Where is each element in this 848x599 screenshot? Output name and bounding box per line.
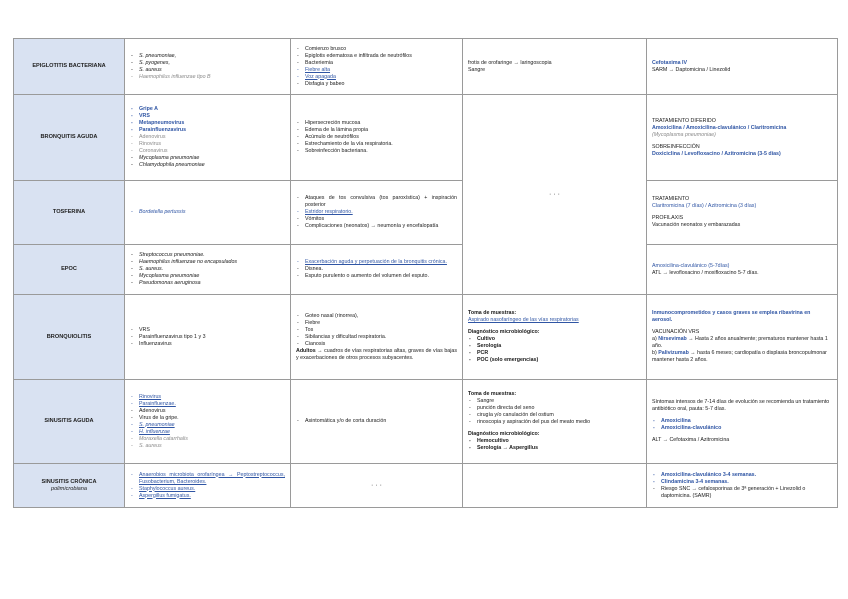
clinic-cell xyxy=(291,295,463,380)
treatment-heading: TRATAMIENTO xyxy=(652,196,690,202)
list-item: - Pseudomonas aeruginosa xyxy=(130,280,285,287)
diagnosis-heading: Toma de muestras: xyxy=(468,391,517,397)
list-item: - Coronavirus xyxy=(130,148,285,155)
list-item: - rinoscopia y aspiración del pus del meato medio xyxy=(468,419,641,426)
agents-cell xyxy=(125,39,291,95)
clinic-cell xyxy=(291,380,463,464)
table-row xyxy=(14,295,838,380)
list-item: - Comienzo brusco xyxy=(296,46,457,53)
clinic-cell-ellipsis: · · · xyxy=(291,464,463,508)
list-item: - Amoxicilina-clavulánico 3-4 semanas. xyxy=(652,472,832,479)
list-item: - S. aureus xyxy=(130,443,285,450)
disease-name: EPIGLOTITIS BACTERIANA xyxy=(14,39,125,95)
list-item: - Hipersecreción mucosa xyxy=(296,120,457,127)
list-item: - Riesgo SNC → cefalosporinas de 3ª generación + Linezolid o daptomicina. (SAMR) xyxy=(652,486,832,500)
agents-cell xyxy=(125,245,291,295)
list-item: - Sibilancias y dificultad respiratoria. xyxy=(296,334,457,341)
clinic-cell xyxy=(291,181,463,245)
link-rinovirus[interactable]: - Rinovirus xyxy=(130,394,285,401)
list-item: - Asintomática y/o de corta duración xyxy=(296,418,457,425)
treatment-line: SARM → Daptomicina / Linezolid xyxy=(652,66,731,73)
clinic-note: → cuadros de vías respiratorias altas, graves de vías bajas y exacerbaciones de otros procesos subyacentes. xyxy=(296,347,457,361)
treatment-cell xyxy=(647,181,838,245)
list-item: - Virus de la gripe. xyxy=(130,415,285,422)
link-s-pneumoniae[interactable]: - S. pneumoniae xyxy=(130,422,285,429)
disease-name: BRONQUIOLITIS xyxy=(14,295,125,380)
treatment-heading: PROFILAXIS xyxy=(652,215,684,221)
list-item: - Streptococcus pneumoniae. xyxy=(130,252,285,259)
treatment-cell xyxy=(647,380,838,464)
diagnosis-line: frotis de orofaringe → laringoscopia xyxy=(468,59,552,66)
list-item: - Serología xyxy=(468,343,641,350)
clinic-cell xyxy=(291,245,463,295)
treatment-line: → Hasta 2 años anualmente; prematuros mantener hasta 1 año. xyxy=(652,336,828,349)
list-item: - Sobreinfección bacteriana. xyxy=(296,148,457,155)
diagnosis-cell xyxy=(463,380,647,464)
list-item: - punción directa del seno xyxy=(468,405,641,412)
list-item: - Edema de la lámina propia xyxy=(296,127,457,134)
list-item: - Adenovirus xyxy=(130,134,285,141)
list-item: - Gripe A xyxy=(130,106,285,113)
list-item: - Tos xyxy=(296,327,457,334)
link-staphylococcus[interactable]: - Staphylococcus aureus. xyxy=(130,486,285,493)
list-item: - Chlamydophila pneumoniae xyxy=(130,162,285,169)
list-item: - Rinovirus xyxy=(130,141,285,148)
list-item: - Influenzavirus xyxy=(130,341,285,348)
list-item: - Disnea. xyxy=(296,266,457,273)
diagnosis-cell xyxy=(463,295,647,380)
list-item: - Serología → Aspergillus xyxy=(468,445,641,452)
treatment-note: (Mycoplasma pneumoniae) xyxy=(652,131,716,138)
treatment-line: Doxiciclina / Levofloxacino / Azitromicina (3-5 días) xyxy=(652,150,781,157)
list-item: - Adenovirus xyxy=(130,408,285,415)
link-aspirado[interactable]: Aspirado nasofaríngeo de las vías respiratorias xyxy=(468,317,579,323)
drug-palivizumab: Palivizumab xyxy=(658,350,689,356)
agents-cell xyxy=(125,380,291,464)
treatment-cell xyxy=(647,245,838,295)
list-item: - Disfagia y babeo xyxy=(296,81,457,88)
treatment-line: Amoxicilina-clavulánico (5-7días) xyxy=(652,262,730,269)
list-item: - Amoxicilina-clavulánico xyxy=(652,425,832,432)
table-row xyxy=(14,95,838,181)
agents-cell xyxy=(125,181,291,245)
list-item: - Complicaciones (neonatos) → neumonía y encefalopatía xyxy=(296,223,457,230)
list-item: - Haemophilus influenzae tipo B xyxy=(130,74,285,81)
treatment-line: ATL → levofloxacino / moxifloxacino 5-7 días. xyxy=(652,269,759,276)
list-item: - S. aureus xyxy=(130,67,285,74)
treatment-line: Claritromicina (7 días) / Azitromicina (3 días) xyxy=(652,203,757,209)
link-voz-apagada[interactable]: - Voz apagada xyxy=(296,74,457,81)
list-item: - cirugía y/o canulación del ostium xyxy=(468,412,641,419)
list-item: - Vómitos xyxy=(296,216,457,223)
table-row xyxy=(14,464,838,508)
diagnosis-heading: Toma de muestras: xyxy=(468,310,517,316)
link-h-influenzae[interactable]: - H. influenzae xyxy=(130,429,285,436)
treatment-cell xyxy=(647,39,838,95)
agents-cell xyxy=(125,464,291,508)
link-parainfluenzae[interactable]: - Parainfluenzae. xyxy=(130,401,285,408)
list-item: - VRS xyxy=(130,327,285,334)
treatment-line: Cefotaxima IV xyxy=(652,59,688,66)
list-item: - Fiebre xyxy=(296,320,457,327)
treatment-cell: Inmunocomprometidos y casos graves se emplea ribavirina en aerosol. VACUNACIÓN VRS a) Nirsevimab → Hasta 2 años anualmente; prematuros mantener hasta 1 año. b) Palivizumab → hasta 6 meses; cardiopatía o displasia broncopulmonar mantener hasta 2 años. xyxy=(647,295,838,380)
link-estridor[interactable]: - Estridor respiratorio. xyxy=(296,209,457,216)
list-item: - VRS xyxy=(130,113,285,120)
list-item: - Cultivo xyxy=(468,336,641,343)
list-item: - Metapneumovirus xyxy=(130,120,285,127)
disease-name: SINUSITIS AGUDA xyxy=(14,380,125,464)
diagnosis-heading: Diagnóstico microbiológico: xyxy=(468,329,540,335)
diagnosis-cell xyxy=(463,39,647,95)
treatment-cell xyxy=(647,464,838,508)
treatment-intro: Síntomas intensos de 7-14 días de evolución se recomienda un tratamiento antibiótico oral, pauta: 5-7 días. xyxy=(652,399,830,412)
clinic-cell xyxy=(291,95,463,181)
list-item: - Bacteriemia xyxy=(296,60,457,67)
table-row xyxy=(14,39,838,95)
list-item: - Moraxella catarrhalis xyxy=(130,436,285,443)
list-item: - Parainfluenzavirus xyxy=(130,127,285,134)
clinic-note-label: Adultos xyxy=(296,347,316,354)
treatment-heading: SOBREINFECCIÓN xyxy=(652,143,700,150)
diagnosis-cell-empty xyxy=(463,464,647,508)
list-item: - Estrechamiento de la vía respiratoria. xyxy=(296,141,457,148)
list-item: - Haemophilus influenzae no encapsulados xyxy=(130,259,285,266)
link-exacerbacion[interactable]: - Exacerbación aguda y perpetuación de la bronquitis crónica. xyxy=(296,259,457,266)
list-item: - Hemocultivo xyxy=(468,438,641,445)
list-item: - S. aureus. xyxy=(130,266,285,273)
document-page xyxy=(13,38,837,508)
list-item: - Clindamicina 3-4 semanas. xyxy=(652,479,832,486)
table-row xyxy=(14,380,838,464)
disease-name xyxy=(14,464,125,508)
treatment-line: → hasta 6 meses; cardiopatía o displasia broncopulmonar mantener hasta 2 años. xyxy=(652,350,827,363)
list-item: - S. pneumoniae, xyxy=(130,53,285,60)
agents-cell xyxy=(125,95,291,181)
treatment-line: Amoxicilina / Amoxicilina-clavulánico / Claritromicina xyxy=(652,124,787,131)
disease-subtitle: polimicrobiana xyxy=(50,485,88,492)
link-fiebre-alta[interactable]: - Fiebre alta xyxy=(296,67,457,74)
diagnosis-line: Sangre xyxy=(468,66,486,73)
list-item: - Acúmulo de neutrófilos xyxy=(296,134,457,141)
list-item: - PCR xyxy=(468,350,641,357)
diagnosis-cell-ellipsis: · · · xyxy=(463,95,647,295)
drug-nirsevimab: Nirsevimab xyxy=(658,336,687,342)
list-item: - Epiglotis edematosa e infiltrada de neutrófilos xyxy=(296,53,457,60)
list-item: - S. pyogenes, xyxy=(130,60,285,67)
list-item: - POC (solo emergencias) xyxy=(468,357,641,364)
diagnosis-heading: Diagnóstico microbiológico: xyxy=(468,431,540,437)
table-row xyxy=(14,245,838,295)
list-item: - Goteo nasal (rinorrea), xyxy=(296,313,457,320)
treatment-heading: VACUNACIÓN VRS xyxy=(652,329,700,335)
list-item: - Parainfluenzavirus tipo 1 y 3 xyxy=(130,334,285,341)
list-item: - Cianosis xyxy=(296,341,457,348)
disease-name: EPOC xyxy=(14,245,125,295)
link-anaerobios[interactable]: - Anaerobios microbiota orofaríngea → Peptostreptococcus, Fusobacterium, Bacteroides. xyxy=(130,472,285,486)
disease-name: BRONQUITIS AGUDA xyxy=(14,95,125,181)
disease-title: SINUSITIS CRÓNICA xyxy=(41,478,97,485)
clinic-cell xyxy=(291,39,463,95)
agents-cell xyxy=(125,295,291,380)
disease-name: TOSFERINA xyxy=(14,181,125,245)
list-item: - Amoxicilina xyxy=(652,418,832,425)
treatment-line: ALT → Cefotaxima / Azitromicina xyxy=(652,437,730,443)
treatment-intro: Inmunocomprometidos y casos graves se emplea ribavirina en aerosol. xyxy=(652,310,811,323)
list-item: - Mycoplasma pneumoniae xyxy=(130,273,285,280)
list-item: - Sangre xyxy=(468,398,641,405)
treatment-cell xyxy=(647,95,838,181)
treatment-heading: TRATAMIENTO DIFERIDO xyxy=(652,117,716,124)
link-aspergillus[interactable]: - Aspergillus fumigatus. xyxy=(130,493,285,500)
table-row xyxy=(14,181,838,245)
infection-table xyxy=(13,38,838,508)
list-item: - Mycoplasma pneumoniae xyxy=(130,155,285,162)
treatment-line: Vacunación neonatos y embarazadas xyxy=(652,222,741,228)
list-item: - Bordetella pertussis xyxy=(130,209,285,216)
list-item: - Ataques de tos convulsiva (tos paroxística) + inspiración posterior xyxy=(296,195,457,209)
list-item: - Esputo purulento o aumento del volumen del esputo. xyxy=(296,273,457,280)
